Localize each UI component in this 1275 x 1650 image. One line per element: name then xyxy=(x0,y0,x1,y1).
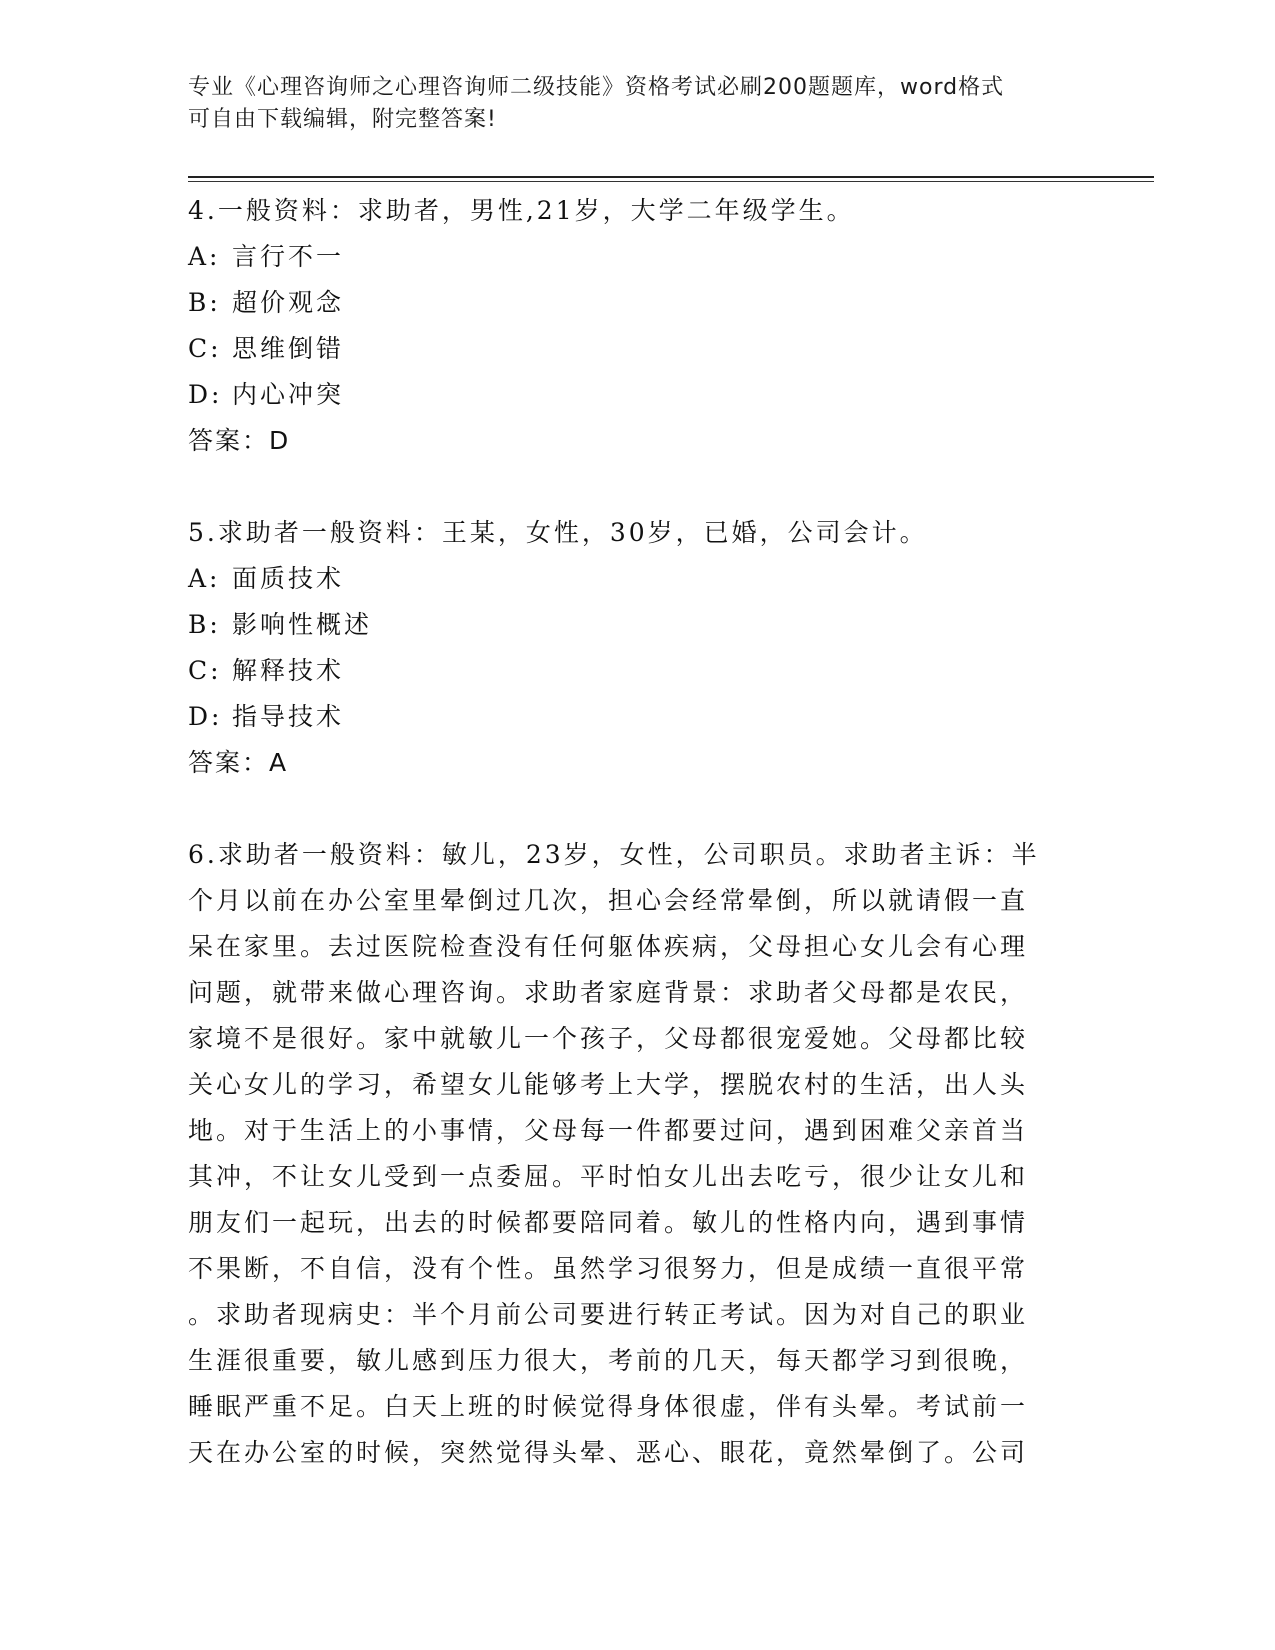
question-stem-line: 。求助者现病史：半个月前公司要进行转正考试。因为对自己的职业 xyxy=(188,1300,1029,1329)
option-a xyxy=(188,234,1068,280)
option-b xyxy=(188,280,1068,326)
option-label: A: xyxy=(188,242,221,271)
option-label: B: xyxy=(188,610,221,639)
option-text: 思维倒错 xyxy=(232,334,345,363)
header-line-1: 专业《心理咨询师之心理咨询师二级技能》资格考试必刷200题题库，word格式 xyxy=(188,75,1005,100)
option-text: 内心冲突 xyxy=(232,380,345,409)
question-stem-line: 天在办公室的时候，突然觉得头晕、恶心、眼花，竟然晕倒了。公司 xyxy=(188,1438,1029,1467)
question-stem-line: 家境不是很好。家中就敏儿一个孩子，父母都很宠爱她。父母都比较 xyxy=(188,1024,1029,1053)
spacer xyxy=(188,786,1068,832)
question-stem: 4.一般资料：求助者，男性,21岁，大学二年级学生。 xyxy=(188,196,855,225)
option-c xyxy=(188,648,1068,694)
option-text: 影响性概述 xyxy=(232,610,373,639)
document-body xyxy=(188,188,1068,1476)
question-stem-line: 个月以前在办公室里晕倒过几次，担心会经常晕倒，所以就请假一直 xyxy=(188,886,1029,915)
option-label: D: xyxy=(188,380,223,409)
option-text: 解释技术 xyxy=(232,656,345,685)
question-5 xyxy=(188,510,1068,786)
question-stem-line: 关心女儿的学习，希望女儿能够考上大学，摆脱农村的生活，出人头 xyxy=(188,1070,1029,1099)
question-stem-line: 不果断，不自信，没有个性。虽然学习很努力，但是成绩一直很平常 xyxy=(188,1254,1029,1283)
question-stem-line: 地。对于生活上的小事情，父母每一件都要过问，遇到困难父亲首当 xyxy=(188,1116,1029,1145)
document-header xyxy=(188,72,1068,136)
question-stem-line: 呆在家里。去过医院检查没有任何躯体疾病，父母担心女儿会有心理 xyxy=(188,932,1029,961)
option-text: 言行不一 xyxy=(232,242,345,271)
header-line-2: 可自由下载编辑，附完整答案! xyxy=(188,107,497,132)
question-stem: 5.求助者一般资料：王某，女性，30岁，已婚，公司会计。 xyxy=(188,518,928,547)
option-label: B: xyxy=(188,288,221,317)
option-d xyxy=(188,372,1068,418)
question-stem-line: 睡眠严重不足。白天上班的时候觉得身体很虚，伴有头晕。考试前一 xyxy=(188,1392,1029,1421)
header-divider xyxy=(188,176,1154,178)
option-c xyxy=(188,326,1068,372)
option-text: 面质技术 xyxy=(232,564,345,593)
answer-line: 答案：A xyxy=(188,748,289,777)
question-6 xyxy=(188,832,1068,1476)
option-label: D: xyxy=(188,702,223,731)
question-stem-line: 生涯很重要，敏儿感到压力很大，考前的几天，每天都学习到很晚， xyxy=(188,1346,1029,1375)
option-label: C: xyxy=(188,656,222,685)
spacer xyxy=(188,464,1068,510)
option-text: 超价观念 xyxy=(232,288,345,317)
option-label: C: xyxy=(188,334,222,363)
question-stem-line: 问题，就带来做心理咨询。求助者家庭背景：求助者父母都是农民， xyxy=(188,978,1029,1007)
question-4 xyxy=(188,188,1068,464)
option-text: 指导技术 xyxy=(232,702,345,731)
option-b xyxy=(188,602,1068,648)
option-label: A: xyxy=(188,564,221,593)
question-stem-line: 6.求助者一般资料：敏儿，23岁，女性，公司职员。求助者主诉：半 xyxy=(188,840,1040,869)
header-divider-thin xyxy=(188,181,1154,182)
answer-line: 答案：D xyxy=(188,426,291,455)
option-d xyxy=(188,694,1068,740)
option-a xyxy=(188,556,1068,602)
question-stem-line: 其冲，不让女儿受到一点委屈。平时怕女儿出去吃亏，很少让女儿和 xyxy=(188,1162,1029,1191)
question-stem-line: 朋友们一起玩，出去的时候都要陪同着。敏儿的性格内向，遇到事情 xyxy=(188,1208,1029,1237)
